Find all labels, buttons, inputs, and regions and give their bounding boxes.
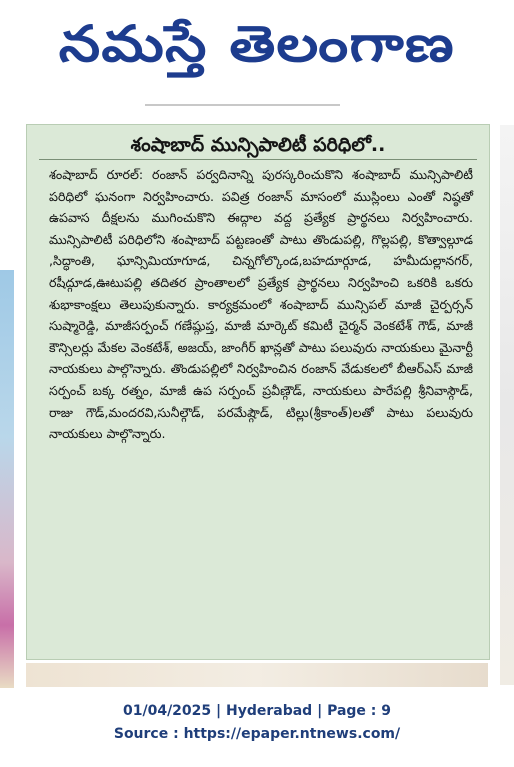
article-body: శంషాబాద్ రూరల్: రంజాన్ పర్వదినాన్ని పురస్కరించుకొని శంషాబాద్ మున్సిపాలిటీ పరిధిలో ఘనంగా నిర్వహించారు. పవిత్ర రంజాన్ మాసంలో ముస్లింలు ఎంతో నిష్ఠతో ఉపవాస దీక్షలను ముగించుకొని ఈద్గాల వద్ద ప్రత్యేక ప్రార్థనలు నిర్వహించారు. మున్సిపాలిటీ పరిధిలోని శంషాబాద్ పట్టణంతో పాటు తొండుపల్లి, గొల్లపల్లి, కొత్వాల్గూడ ,సిద్ధాంతి, ఘాన్సిమియాగూడ, చిన్నగోల్కొండ,బహదూర్గూడ, హమీదుల్లానగర్, రషీద్గూడ,ఊటుపల్లి తదితర ప్రాంతాలలో ప్రత్యేక ప్రార్థనలు నిర్వహించి ఒకరికి ఒకరు శుభాకాంక్షలు తెలుపుకున్నారు. కార్యక్రమంలో శంషాబాద్ మున్సిపల్ మాజీ చైర్పర్సన్ సుష్మారెడ్డి, మాజీసర్పంచ్ గణేష్గుప్త, మాజీ మార్కెట్ కమిటీ చైర్మన్ వెంకటేశ్ గౌడ్, మాజీ కౌన్సిలర్లు మేకల వెంకటేశ్, అజయ్, జాంగీర్ ఖాన్లతో పాటు పలువురు నాయకులు మైనార్టీ నాయకులు పాల్గొన్నారు. తొండుపల్లిలో నిర్వహించిన రంజాన్ వేడుకలలో బీఆర్ఎస్ మాజీ సర్పంచ్ బక్క రత్నం, మాజీ ఉప సర్పంచ్ ప్రవీణ్గౌడ్, నాయకులు పారేపల్లి శ్రీనివాస్గౌడ్, రాజు గౌడ్,మందరవి,సునీల్గౌడ్, పరమేష్గౌడ్, టిల్లు(శ్రీకాంత్)లతో పాటు పలువురు నాయకులు పాల్గొన్నారు. [49, 167, 473, 442]
bottom-photo-edge [26, 663, 488, 687]
news-article-clipping [26, 124, 490, 660]
masthead [0, 0, 514, 100]
edition-info: 01/04/2025 | Hyderabad | Page : 9 [122, 703, 392, 719]
right-page-edge [500, 125, 514, 685]
left-photo-edge [0, 270, 14, 688]
newspaper-logo-title: నమస్తే తెలంగాణ [59, 14, 455, 73]
source-footer [0, 700, 514, 746]
article-headline: శంషాబాద్ మున్సిపాలిటీ పరిధిలో.. [130, 134, 386, 156]
masthead-divider [145, 104, 340, 106]
source-link[interactable]: Source : https://epaper.ntnews.com/ [113, 726, 401, 742]
